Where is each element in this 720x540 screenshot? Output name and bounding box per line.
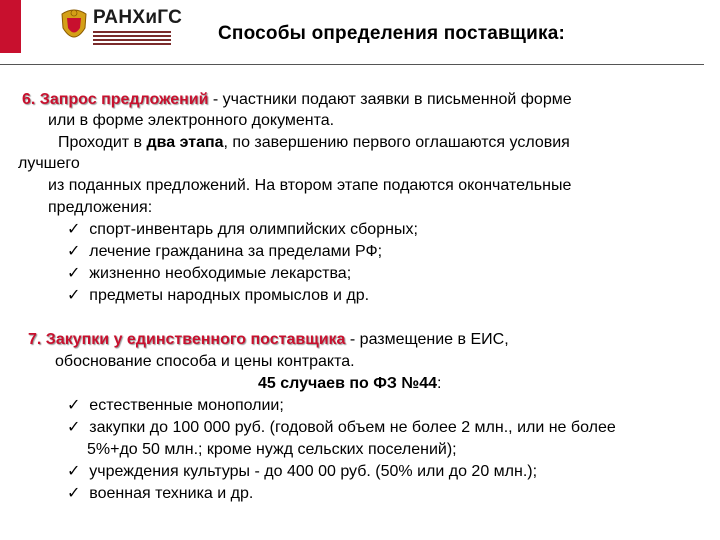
checkmark-icon: ✓ (67, 397, 81, 414)
checkmark-icon: ✓ (67, 463, 81, 480)
list-item-text: учреждения культуры - до 400 00 руб. (50% или до 20 млн.); (89, 463, 538, 480)
header-divider (0, 64, 704, 65)
section7-heading: Закупки у единственного поставщика (45, 331, 346, 348)
list-item (67, 418, 616, 437)
section6-heading: Запрос предложений (39, 91, 209, 108)
ranepa-logo (58, 6, 183, 48)
section6-number: 6. (22, 91, 36, 108)
list-item-text: жизненно необходимые лекарства; (89, 265, 352, 282)
checkmark-icon: ✓ (67, 265, 81, 282)
list-item (67, 242, 382, 261)
section6-line1: - участники подают заявки в письменной форме (208, 91, 572, 108)
section7-cases-text: 45 случаев по ФЗ №44 (258, 375, 437, 392)
list-item (67, 484, 253, 503)
page-title: Способы определения поставщика: (218, 23, 566, 44)
list-item-text: военная техника и др. (89, 485, 254, 502)
checkmark-icon: ✓ (67, 221, 81, 238)
list-item (67, 462, 537, 481)
section6-line2: или в форме электронного документа. (48, 112, 335, 129)
checkmark-icon: ✓ (67, 485, 81, 502)
checkmark-icon: ✓ (67, 243, 81, 260)
list-item-text: закупки до 100 000 руб. (годовой объем не более 2 млн., или не более (89, 419, 616, 436)
section6-line3-start: Проходит в (58, 134, 147, 151)
section7-line2: обоснование способа и цены контракта. (55, 353, 355, 370)
checkmark-icon: ✓ (67, 287, 81, 304)
section6-heading-line (22, 90, 572, 109)
list-item (67, 264, 351, 283)
logo-subtitle-line (93, 31, 171, 33)
section7-heading-line (28, 330, 509, 349)
section7-number: 7. (28, 331, 42, 348)
list-item-text: спорт-инвентарь для олимпийских сборных; (89, 221, 418, 238)
list-item (67, 396, 284, 415)
section7-cases-suffix: : (437, 375, 442, 392)
section7-line1: - размещение в ЕИС, (345, 331, 509, 348)
logo-text: РАНХиГС (93, 7, 183, 28)
list-item (67, 220, 418, 239)
section6-line5: из поданных предложений. На втором этапе подаются окончательные (48, 177, 572, 194)
list-item-text: лечение гражданина за пределами РФ; (89, 243, 383, 260)
section6-line6: предложения: (48, 199, 153, 216)
section6-line3-bold: два этапа (146, 134, 224, 151)
logo-subtitle-line (93, 39, 171, 41)
section6-line3 (58, 133, 570, 152)
section6-line4: лучшего (18, 155, 80, 172)
section7-cases (258, 374, 441, 393)
logo-subtitle-line (93, 43, 171, 45)
emblem-icon (58, 6, 90, 46)
list-item-text: естественные монополии; (89, 397, 284, 414)
checkmark-icon: ✓ (67, 419, 81, 436)
list-item (67, 286, 369, 305)
list-item-text: предметы народных промыслов и др. (89, 287, 370, 304)
header-accent-bar (0, 0, 21, 53)
list-item-continuation: 5%+до 50 млн.; кроме нужд сельских поселений); (87, 441, 457, 458)
logo-subtitle-line (93, 35, 171, 37)
section6-line3-end: , по завершению первого оглашаются условия (223, 134, 570, 151)
